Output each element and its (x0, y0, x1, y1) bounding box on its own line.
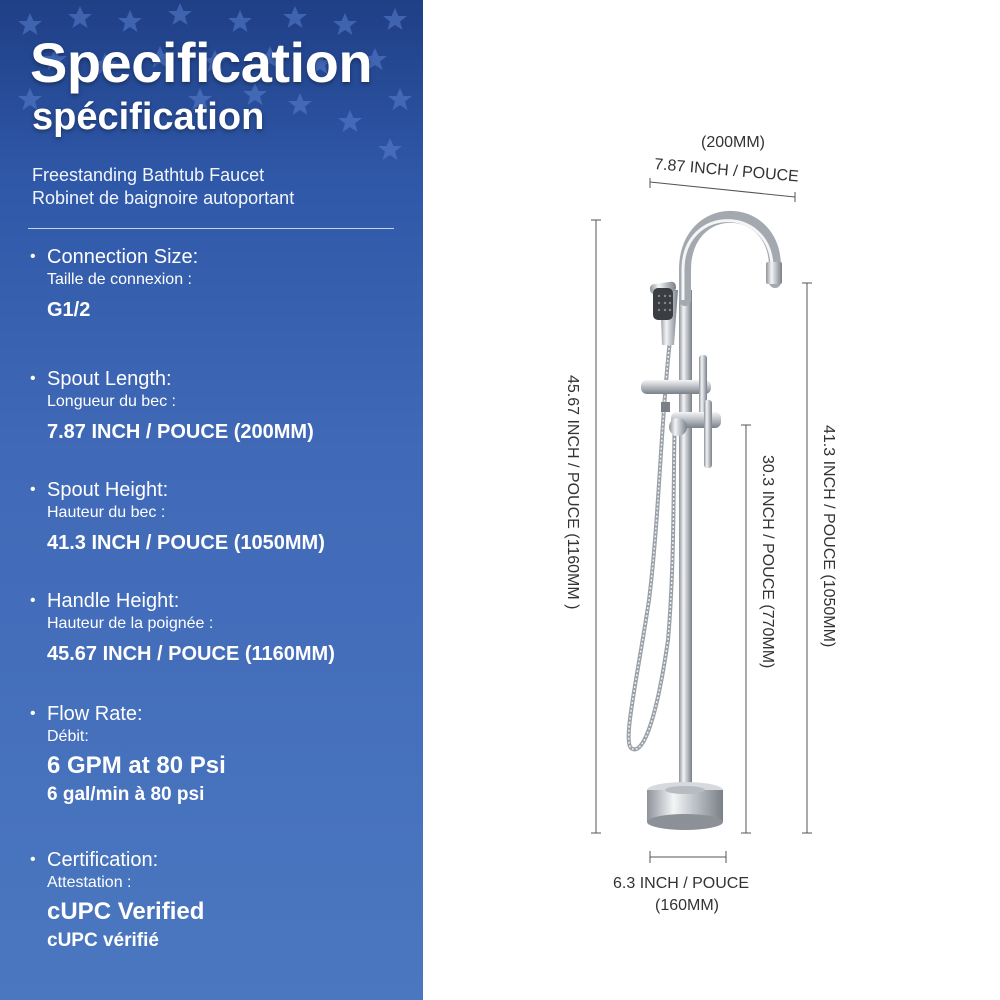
spec-sub-label: Hauteur du bec : (47, 504, 166, 521)
bullet: • (30, 370, 36, 387)
floor-base (647, 782, 723, 830)
spec-sub-label: Attestation : (47, 874, 132, 891)
spec-sub-label: Hauteur de la poignée : (47, 615, 214, 632)
spec-certification (30, 849, 204, 952)
base-diameter-inch: 6.3 INCH / POUCE (613, 875, 750, 892)
spec-sub-label: Débit: (47, 728, 89, 745)
spout (685, 217, 775, 300)
spout-height-label: 41.3 INCH / POUCE (1050MM) (820, 425, 837, 648)
spec-value: 41.3 INCH / POUCE (1050MM) (47, 532, 325, 554)
spec-label: Flow Rate: (47, 703, 143, 725)
handle-height-label: 45.67 INCH / POUCE (1160MM ) (564, 375, 581, 610)
bullet: • (30, 851, 36, 868)
spec-connection-size (30, 246, 198, 322)
spec-value-secondary: cUPC vérifié (47, 930, 159, 951)
product-name-fr: Robinet de baignoire autoportant (32, 188, 295, 208)
spec-value: 45.67 INCH / POUCE (1160MM) (47, 643, 335, 665)
bullet: • (30, 705, 36, 722)
spout-length-inch: 7.87 INCH / POUCE (653, 156, 800, 186)
spec-label: Certification: (47, 849, 159, 871)
spec-spout-length (30, 368, 314, 444)
bullet: • (30, 248, 36, 265)
spec-label: Spout Length: (47, 368, 172, 390)
spec-label: Handle Height: (47, 590, 180, 612)
page-subtitle: spécification (32, 96, 265, 138)
spec-handle-height (30, 590, 335, 666)
spec-panel (0, 0, 423, 1000)
hand-shower (649, 281, 678, 345)
spec-flow-rate (30, 703, 226, 806)
faucet-diagram (423, 0, 1000, 1000)
spec-value: G1/2 (47, 299, 91, 321)
spec-value: 6 GPM at 80 Psi (47, 752, 226, 779)
spec-sub-label: Longueur du bec : (47, 393, 176, 410)
spec-value-secondary: 6 gal/min à 80 psi (47, 784, 205, 805)
bullet: • (30, 481, 36, 498)
product-name-en: Freestanding Bathtub Faucet (32, 165, 265, 185)
shower-hose (629, 340, 675, 749)
spec-spout-height (30, 479, 325, 555)
spec-value: 7.87 INCH / POUCE (200MM) (47, 421, 314, 443)
base-diameter-mm: (160MM) (655, 897, 720, 914)
spec-label: Spout Height: (47, 479, 169, 501)
spec-sub-label: Taille de connexion : (47, 271, 192, 288)
divider (28, 228, 394, 229)
bullet: • (30, 592, 36, 609)
valve-height-label: 30.3 INCH / POUCE (770MM) (759, 455, 776, 669)
riser-pipe (679, 290, 692, 800)
spec-value: cUPC Verified (47, 898, 205, 925)
spout-length-mm: (200MM) (701, 134, 766, 151)
page-title: Specification (30, 31, 373, 94)
spec-label: Connection Size: (47, 246, 199, 268)
